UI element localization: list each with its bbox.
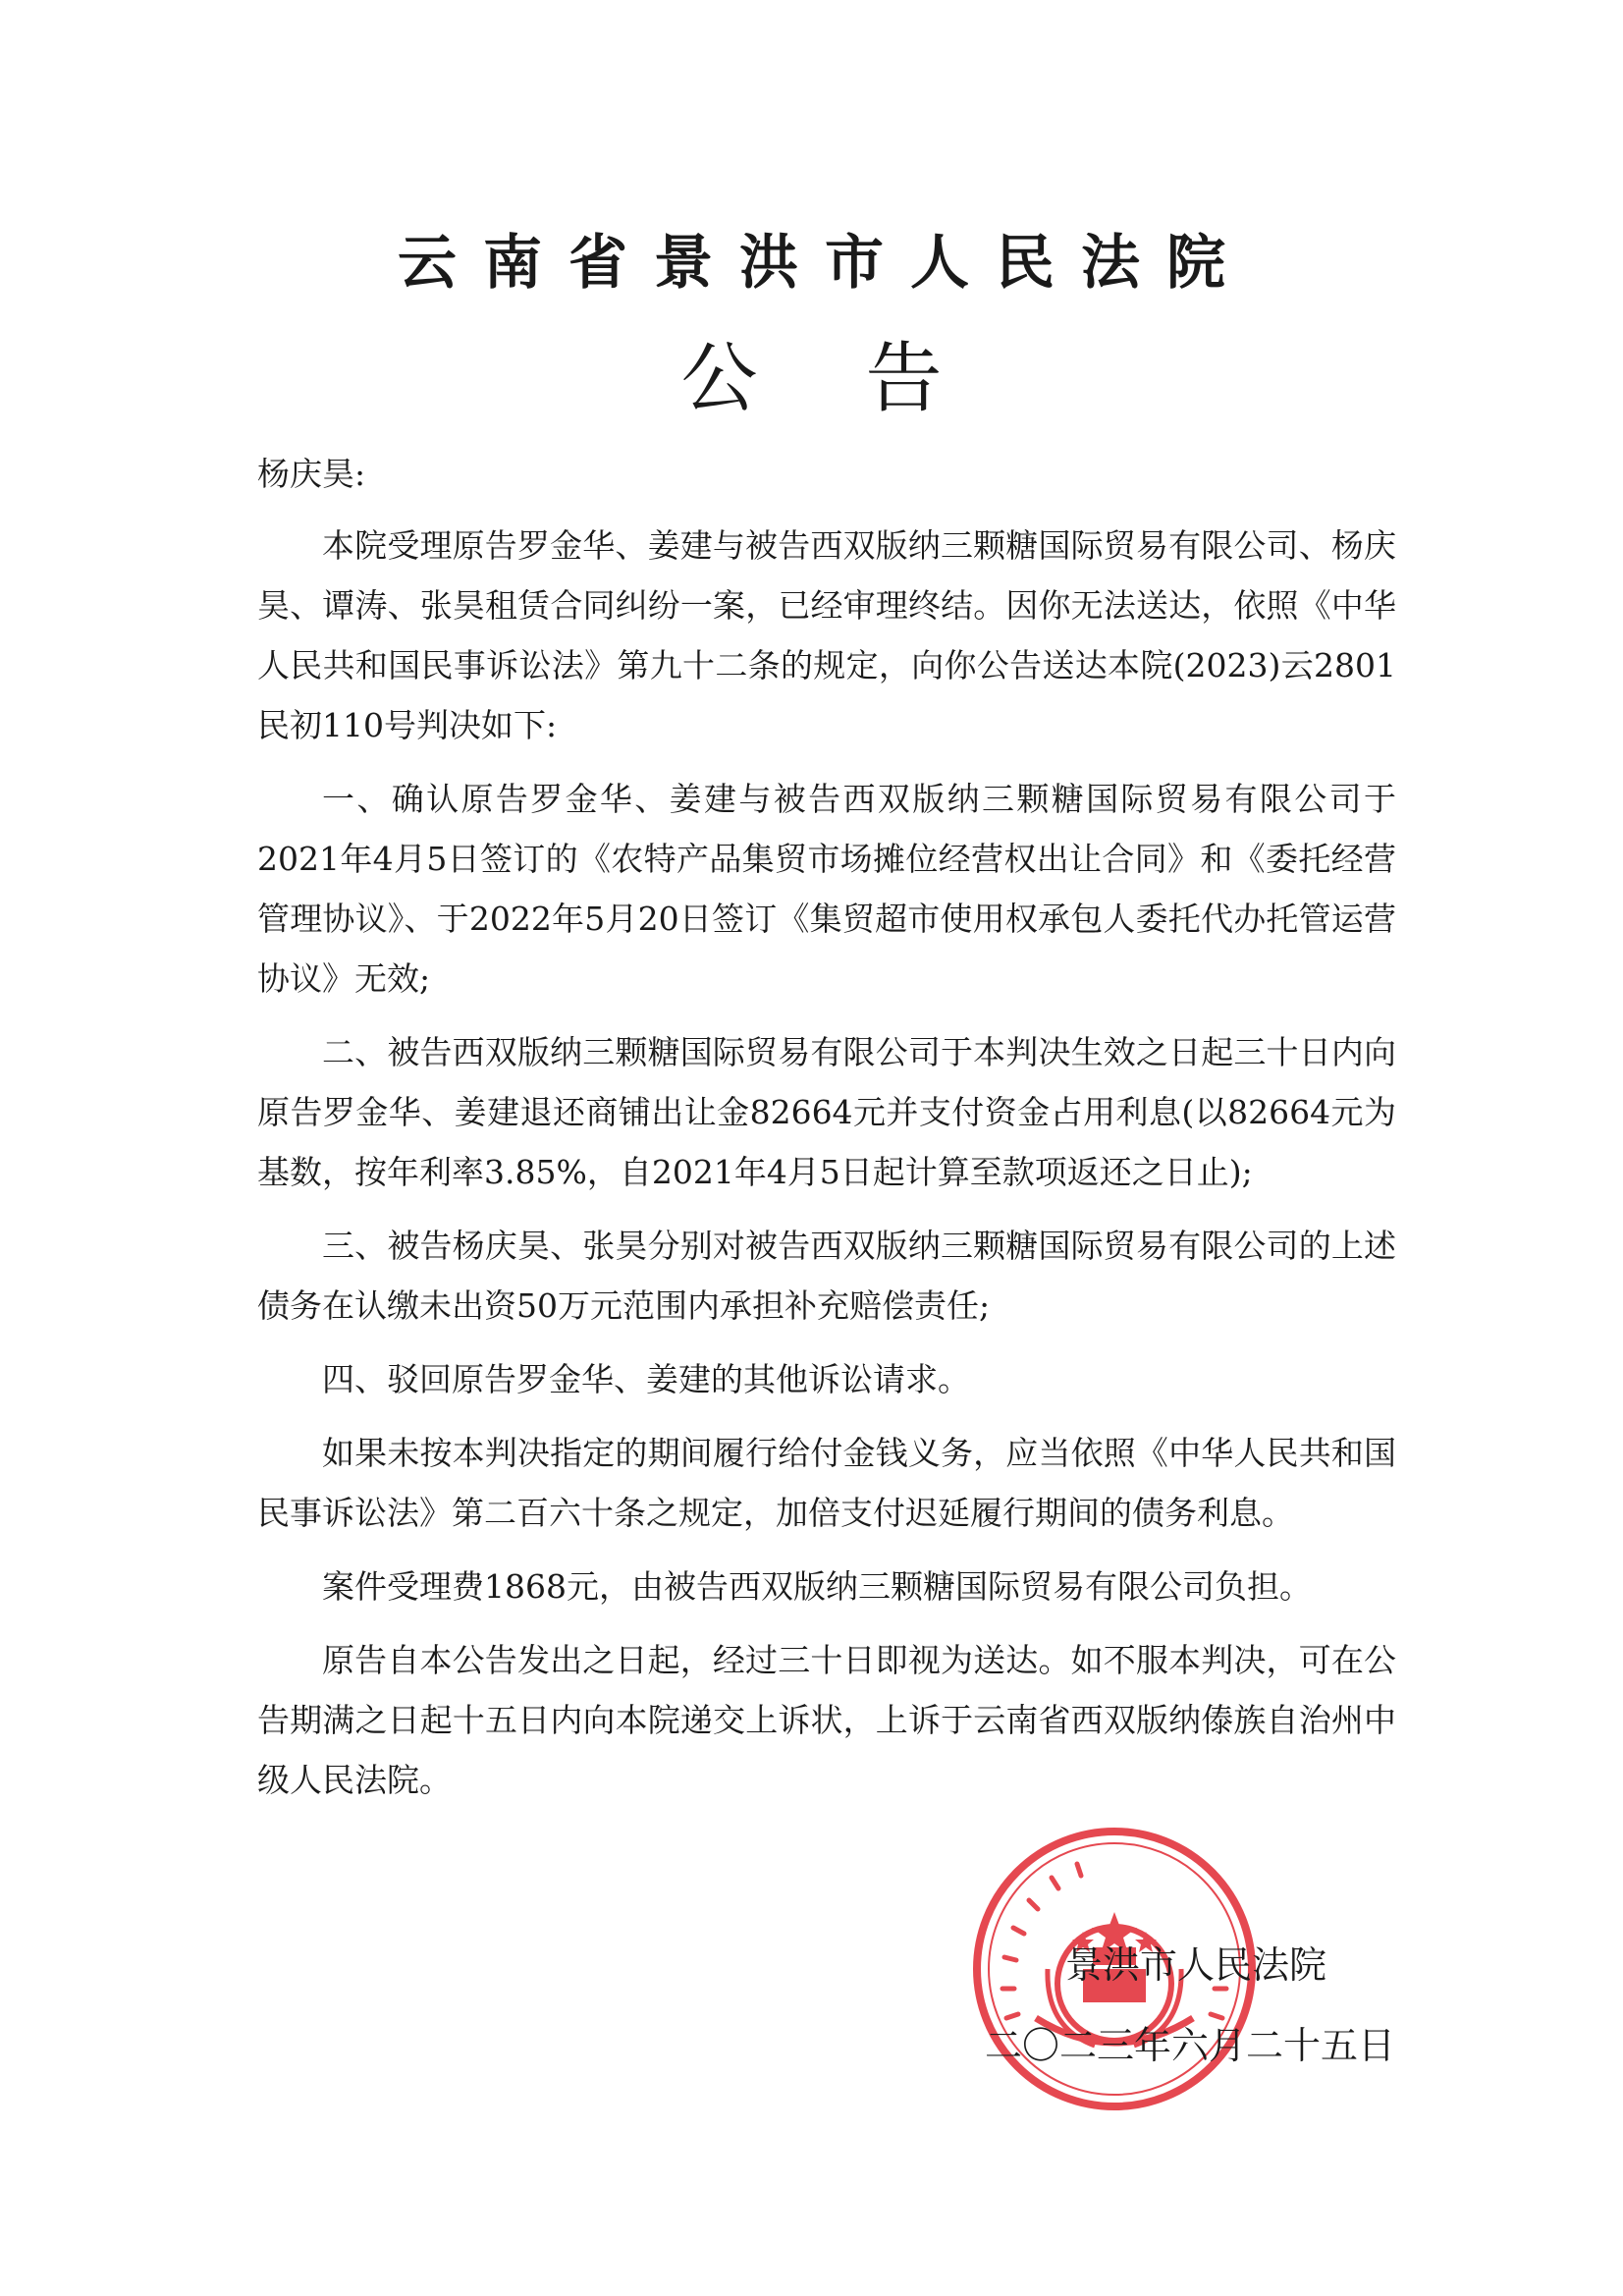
court-title: 云南省景洪市人民法院	[398, 229, 1252, 298]
paragraph-fee: 案件受理费1868元，由被告西双版纳三颗糖国际贸易有限公司负担。	[322, 1567, 1312, 1606]
paragraph-item-2: 二、被告西双版纳三颗糖国际贸易有限公司于本判决生效之日起三十日内向原告罗金华、姜建退还商铺出让金82664元并支付资金占用利息(以82664元为基数，按年利率3.85%，自2021年4月5日起计算至款项返还之日止);	[257, 1033, 1396, 1191]
paragraph-item-1: 一、确认原告罗金华、姜建与被告西双版纳三颗糖国际贸易有限公司于2021年4月5日签订的《农特产品集贸市场摊位经营权出让合同》和《委托经营管理协议》、于2022年5月20日签订《集贸超市使用权承包人委托代办托管运营协议》无效;	[257, 780, 1396, 998]
paragraph-item-3: 三、被告杨庆昊、张昊分别对被告西双版纳三颗糖国际贸易有限公司的上述债务在认缴未出资50万元范围内承担补充赔偿责任;	[257, 1227, 1396, 1325]
notice-body	[257, 444, 1396, 1824]
paragraph-appeal: 原告自本公告发出之日起，经过三十日即视为送达。如不服本判决，可在公告期满之日起十五日内向本院递交上诉状，上诉于云南省西双版纳傣族自治州中级人民法院。	[257, 1641, 1396, 1799]
paragraph-intro: 本院受理原告罗金华、姜建与被告西双版纳三颗糖国际贸易有限公司、杨庆昊、谭涛、张昊租赁合同纠纷一案，已经审理终结。因你无法送达，依照《中华人民共和国民事诉讼法》第九十二条的规定，向你公告送达本院(2023)云2801民初110号判决如下:	[257, 526, 1396, 744]
signature-court: 景洪市人民法院	[1064, 1943, 1326, 1987]
paragraph-item-4: 四、驳回原告罗金华、姜建的其他诉讼请求。	[322, 1360, 970, 1398]
paragraph-interest: 如果未按本判决指定的期间履行给付金钱义务，应当依照《中华人民共和国民事诉讼法》第二百六十条之规定，加倍支付迟延履行期间的债务利息。	[257, 1434, 1396, 1532]
signature-block	[985, 1925, 1395, 2086]
doc-type-title: 公告	[680, 335, 1051, 423]
addressee: 杨庆昊:	[257, 455, 366, 493]
signature-date: 二〇二三年六月二十五日	[984, 2024, 1395, 2067]
